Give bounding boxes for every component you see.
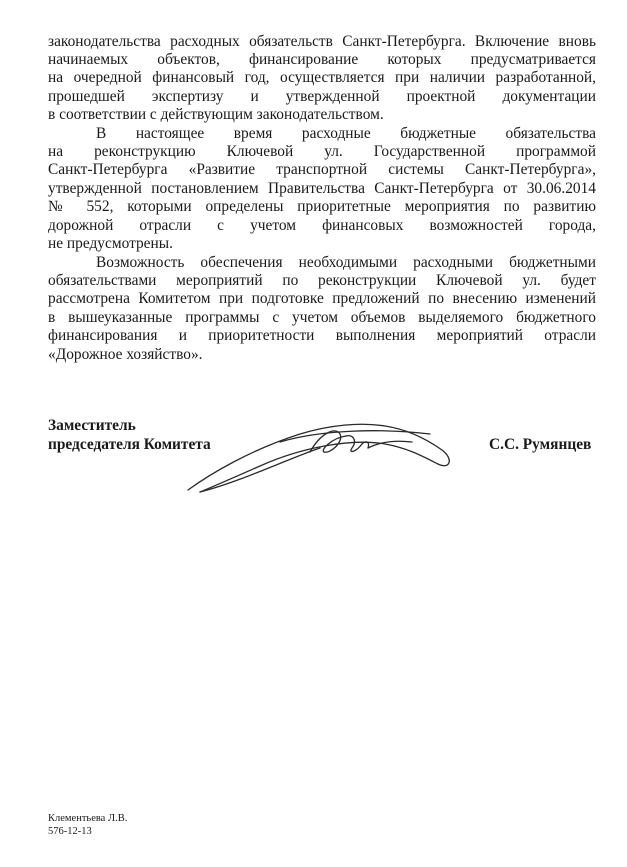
body-line: утвержденной постановлением Правительства Санкт-Петербурга от 30.06.2014 <box>48 180 596 197</box>
body-line: в соответствии с действующим законодательством. <box>48 106 384 123</box>
body-line: обязательствами мероприятий по реконструкции Ключевой ул. будет <box>48 272 596 289</box>
body-line: дорожной отрасли с учетом финансовых возможностей города, <box>48 217 596 234</box>
body-line: Санкт-Петербурга «Развитие транспортной системы Санкт-Петербурга», <box>48 161 596 178</box>
handwritten-signature <box>180 412 470 502</box>
executor-name: Клементьева Л.В. <box>48 813 128 824</box>
body-line: начинаемых объектов, финансирование которых предусматривается <box>48 51 596 68</box>
body-line: на очередной финансовый год, осуществляется при наличии разработанной, <box>48 69 596 86</box>
body-line: № 552, которыми определены приоритетные мероприятия по развитию <box>48 198 596 215</box>
body-line: в вышеуказанные программы с учетом объемов выделяемого бюджетного <box>48 309 596 326</box>
body-line: прошедшей экспертизу и утвержденной проектной документации <box>48 88 596 105</box>
body-line: законодательства расходных обязательств Санкт-Петербурга. Включение вновь <box>48 33 596 50</box>
body-line: финансирования и приоритетности выполнения мероприятий отрасли <box>48 327 596 344</box>
signatory-position: Заместитель <box>48 417 136 434</box>
signatory-name: С.С. Румянцев <box>489 436 592 453</box>
signatory-position: председателя Комитета <box>48 436 211 453</box>
body-line: на реконструкцию Ключевой ул. Государственной программой <box>48 143 596 160</box>
body-line: «Дорожное хозяйство». <box>48 346 203 363</box>
body-line: рассмотрена Комитетом при подготовке предложений по внесению изменений <box>48 290 596 307</box>
executor-phone: 576-12-13 <box>48 826 92 837</box>
body-line: В настоящее время расходные бюджетные обязательства <box>96 125 596 142</box>
body-line: Возможность обеспечения необходимыми расходными бюджетными <box>96 254 596 271</box>
body-line: не предусмотрены. <box>48 235 173 252</box>
